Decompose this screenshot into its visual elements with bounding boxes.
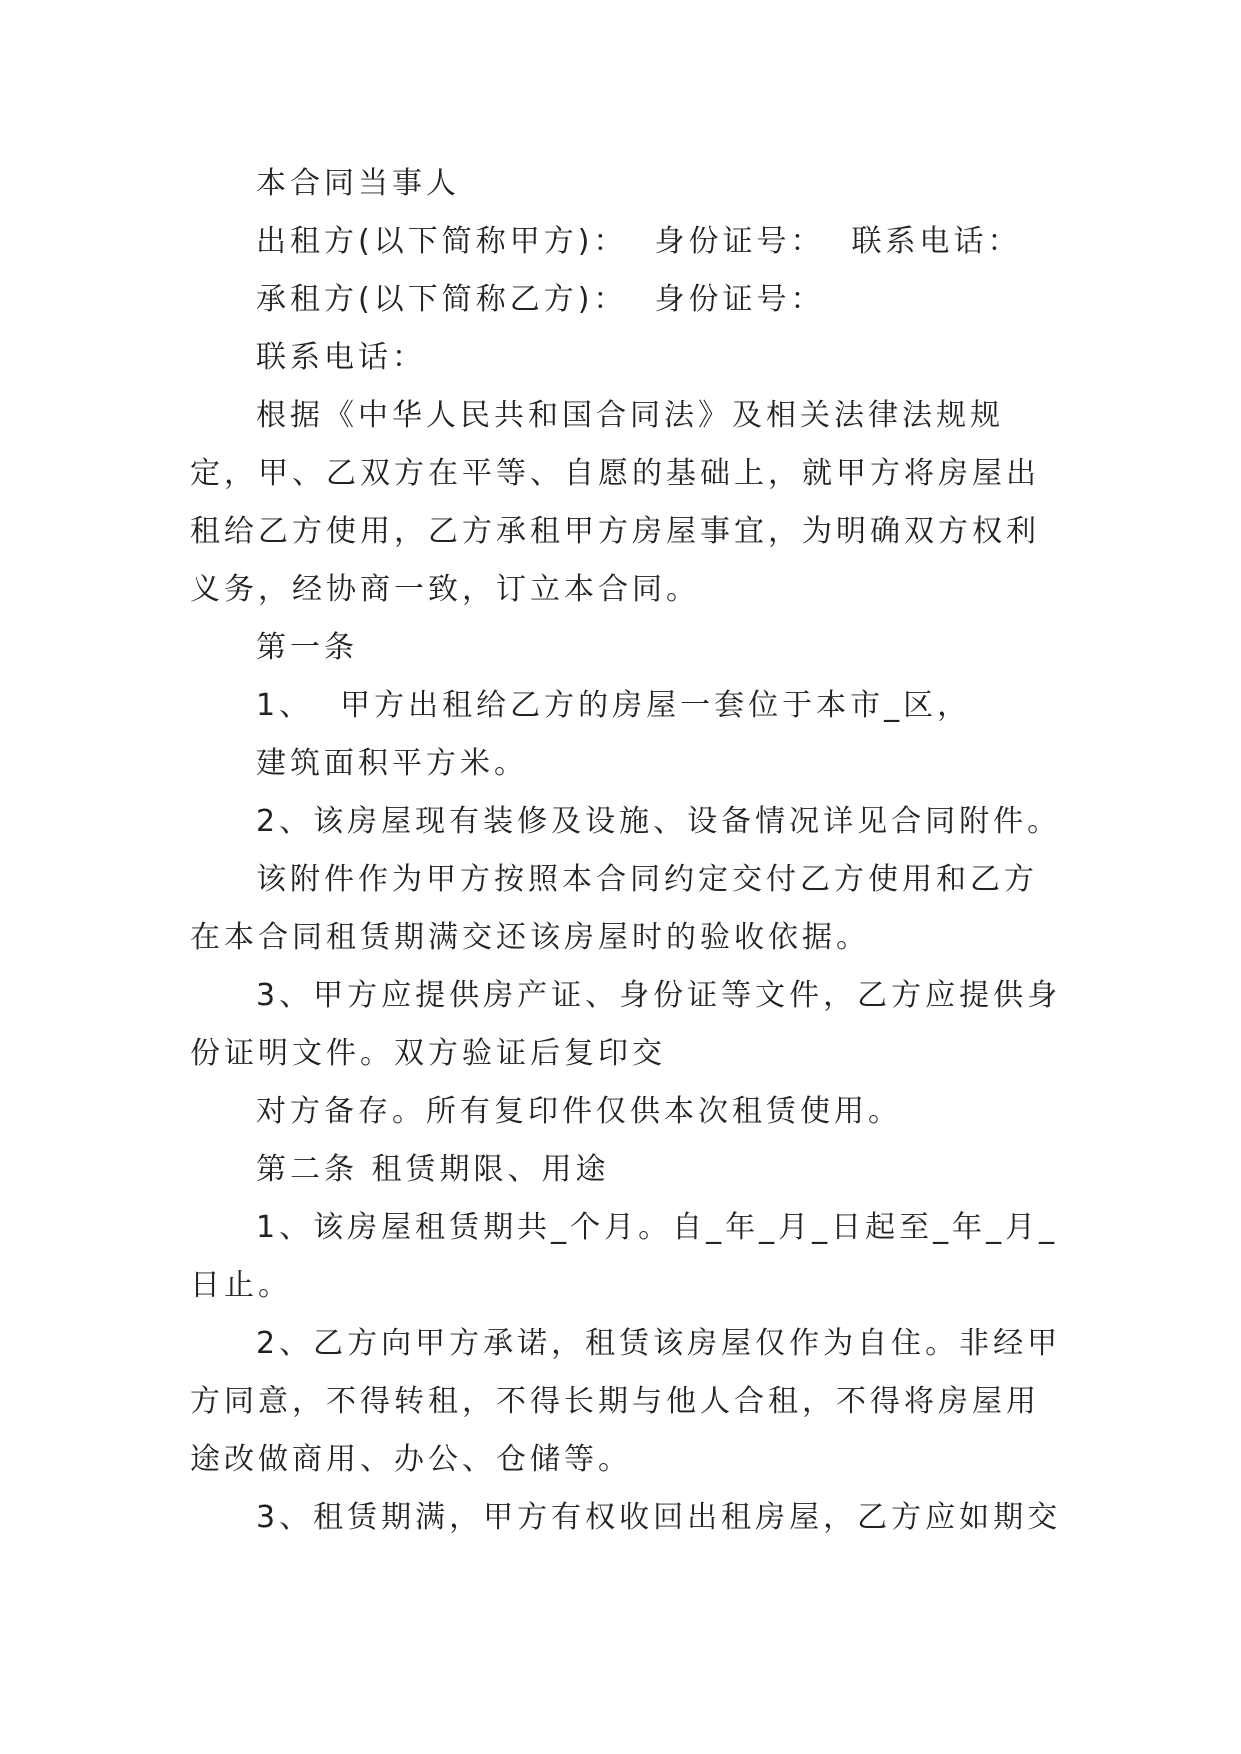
paragraph-parties-heading: 本合同当事人 xyxy=(256,166,460,201)
paragraph-lessee-phone: 联系电话： xyxy=(256,340,426,375)
paragraph-article1-attachment: 该附件作为甲方按照本合同约定交付乙方使用和乙方在本合同租赁期满交还该房屋时的验收依据。 xyxy=(190,862,1038,955)
paragraph-article2-item2: 2、乙方向甲方承诺，租赁该房屋仅作为自住。非经甲方同意，不得转租，不得长期与他人合租，不得将房屋用途改做商用、办公、仓储等。 xyxy=(190,1326,1062,1477)
article-two-heading: 第二条 租赁期限、用途 xyxy=(256,1152,610,1187)
paragraph-article1-item3: 3、甲方应提供房产证、身份证等文件，乙方应提供身份证明文件。双方验证后复印交 xyxy=(190,978,1062,1071)
paragraph-preamble: 根据《中华人民共和国合同法》及相关法律法规规定，甲、乙双方在平等、自愿的基础上，就甲方将房屋出租给乙方使用，乙方承租甲方房屋事宜，为明确双方权利义务，经协商一致，订立本合同。 xyxy=(190,398,1040,607)
paragraph-lessor: 出租方(以下简称甲方)： 身份证号： 联系电话： xyxy=(256,224,1022,259)
paragraph-article2-item1: 1、该房屋租赁期共_个月。自_年_月_日起至_年_月_日止。 xyxy=(190,1210,1059,1303)
paragraph-article1-item2: 2、该房屋现有装修及设施、设备情况详见合同附件。 xyxy=(256,804,1062,839)
paragraph-article1-copies: 对方备存。所有复印件仅供本次租赁使用。 xyxy=(256,1094,902,1129)
paragraph-lessee: 承租方(以下简称乙方)： 身份证号： xyxy=(256,282,825,317)
article-one-heading: 第一条 xyxy=(256,630,358,665)
paragraph-article1-area: 建筑面积平方米。 xyxy=(256,746,528,781)
paragraph-article2-item3: 3、租赁期满，甲方有权收回出租房屋，乙方应如期交 xyxy=(256,1500,1062,1535)
document-body xyxy=(190,155,1070,1547)
paragraph-article1-item1: 1、 甲方出租给乙方的房屋一套位于本市_区， xyxy=(256,688,972,723)
